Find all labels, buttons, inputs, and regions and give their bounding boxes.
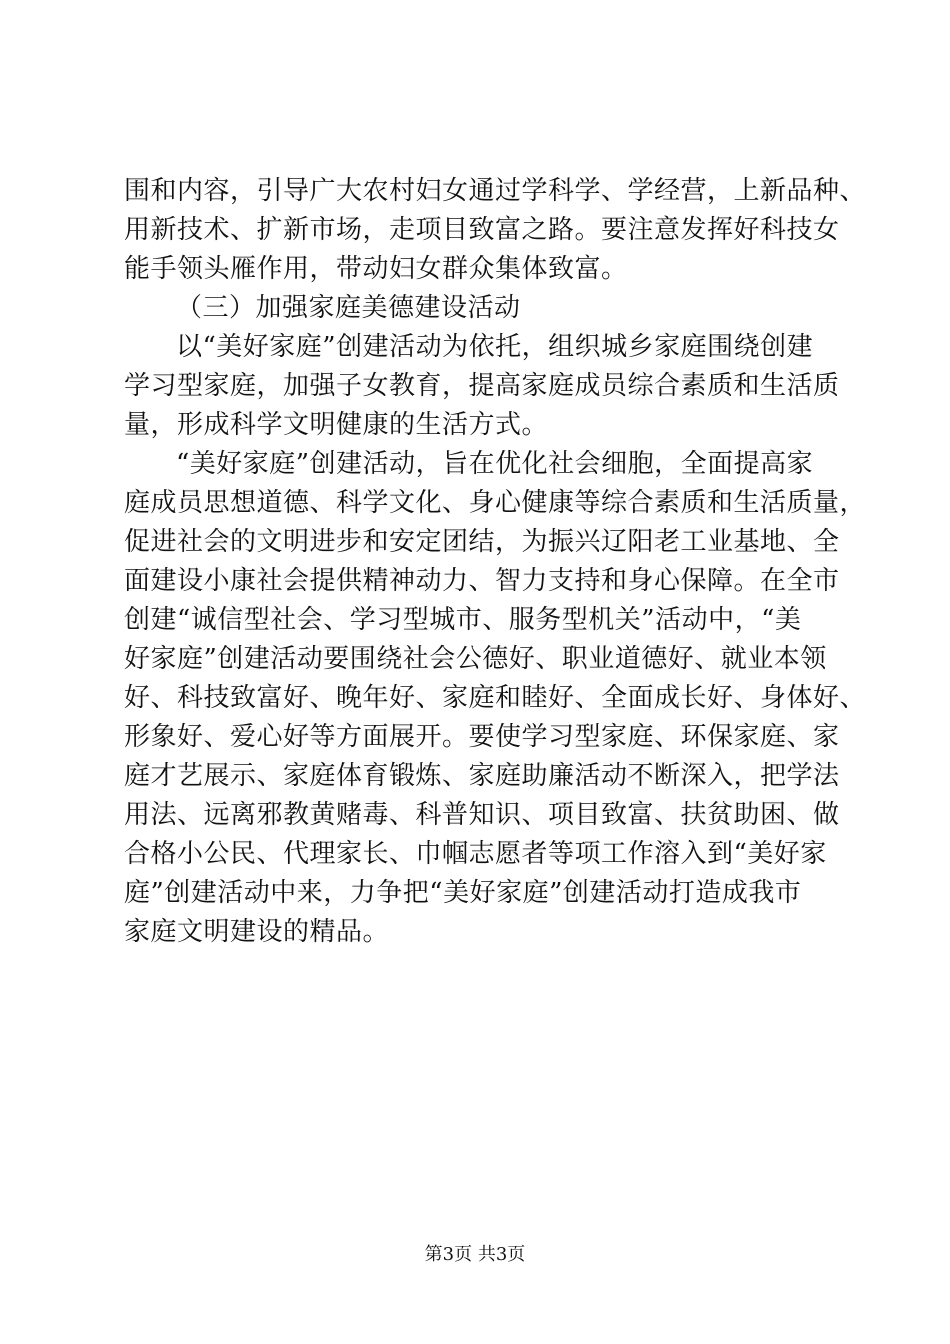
text-line: 好、科技致富好、晚年好、家庭和睦好、全面成长好、身体好、 — [124, 683, 867, 713]
text-line: 用法、远离邪教黄赌毒、科普知识、项目致富、扶贫助困、做 — [124, 800, 840, 830]
text-line: 合格小公民、代理家长、巾帼志愿者等项工作溶入到“美好家 — [124, 839, 827, 869]
text-line: 庭成员思想道德、科学文化、身心健康等综合素质和生活质量， — [124, 488, 867, 518]
text-line: “美好家庭”创建活动，旨在优化社会细胞，全面提高家 — [176, 449, 814, 479]
text-line: 面建设小康社会提供精神动力、智力支持和身心保障。在全市 — [124, 566, 840, 596]
text-line: 学习型家庭，加强子女教育，提高家庭成员综合素质和生活质 — [124, 371, 840, 401]
body-text — [124, 172, 867, 952]
text-line: （三）加强家庭美德建设活动 — [176, 293, 521, 323]
page-footer: 第3页 共3页 — [424, 1244, 526, 1265]
text-line: 能手领头雁作用，带动妇女群众集体致富。 — [124, 254, 628, 284]
text-line: 创建“诚信型社会、学习型城市、服务型机关”活动中，“美 — [124, 605, 802, 635]
text-line: 以“美好家庭”创建活动为依托，组织城乡家庭围绕创建 — [176, 332, 814, 362]
text-line: 家庭文明建设的精品。 — [124, 917, 390, 947]
text-line: 促进社会的文明进步和安定团结，为振兴辽阳老工业基地、全 — [124, 527, 840, 557]
text-line: 庭才艺展示、家庭体育锻炼、家庭助廉活动不断深入，把学法 — [124, 761, 840, 791]
text-line: 形象好、爱心好等方面展开。要使学习型家庭、环保家庭、家 — [124, 722, 840, 752]
text-line: 用新技术、扩新市场，走项目致富之路。要注意发挥好科技女 — [124, 215, 840, 245]
text-line: 量，形成科学文明健康的生活方式。 — [124, 410, 549, 440]
text-line: 好家庭”创建活动要围绕社会公德好、职业道德好、就业本领 — [124, 644, 827, 674]
text-line: 庭”创建活动中来，力争把“美好家庭”创建活动打造成我市 — [124, 878, 802, 908]
text-line: 围和内容，引导广大农村妇女通过学科学、学经营，上新品种、 — [124, 176, 867, 206]
